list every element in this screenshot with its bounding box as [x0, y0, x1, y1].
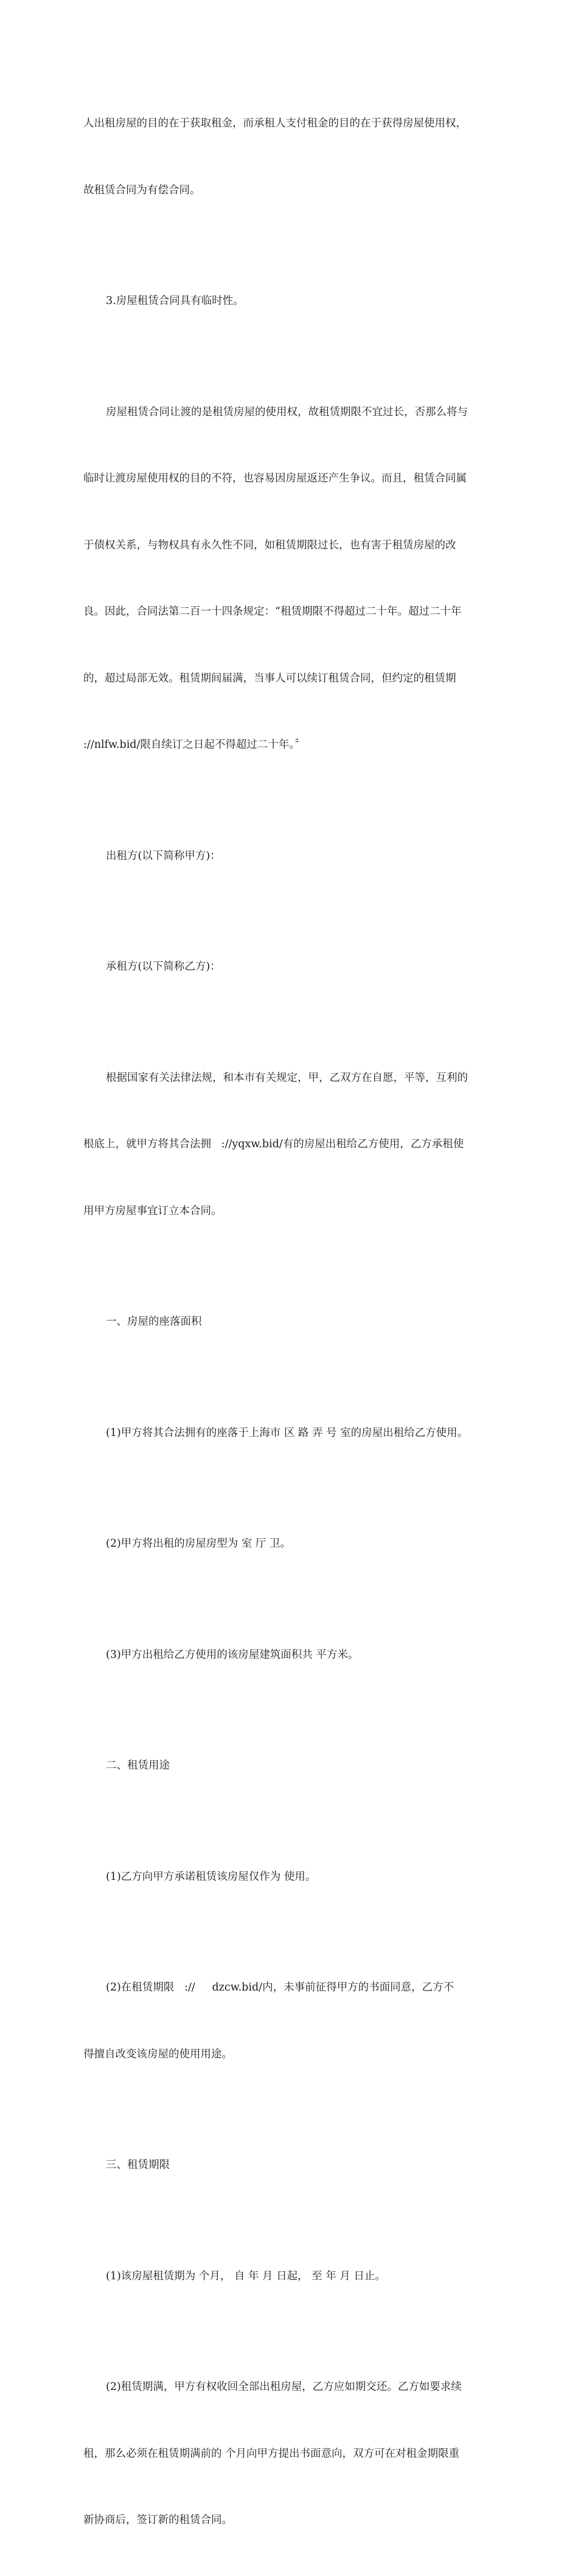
text-line: 故租赁合同为有偿合同。 — [83, 184, 201, 196]
paragraph — [83, 246, 495, 357]
section-heading: 三、租赁期限 — [106, 2159, 170, 2171]
text-line: 承租方(以下简称乙方)： — [106, 961, 221, 973]
text-line: (2)在租赁期限 :// dzcw.bid/内，未事前征得甲方的书面同意，乙方不 — [106, 1981, 454, 1994]
text-line: 新协商后，签订新的租赁合同。 — [83, 2514, 232, 2526]
paragraph — [83, 911, 495, 1023]
section-heading: 一、房屋的座落面积 — [106, 1316, 202, 1328]
paragraph — [83, 1822, 495, 1933]
text-line: 人出租房屋的目的在于获取租金，而承租人支付租金的目的在于获得房屋使用权， — [83, 117, 467, 129]
paragraph — [83, 1710, 495, 1822]
text-line: (1)甲方将其合法拥有的座落于上海市 区 路 弄 号 室的房屋出租给乙方使用。 — [106, 1426, 468, 1439]
paragraph — [83, 1932, 495, 2110]
text-line: 临时让渡房屋使用权的目的不符，也容易因房屋返还产生争议。而且，租赁合同属 — [83, 472, 467, 485]
text-line: 房屋租赁合同让渡的是租赁房屋的使用权，故租赁期限不宜过长，否那么将与 — [106, 406, 468, 418]
paragraph — [83, 1266, 495, 1378]
text-line: 根据国家有关法律法规，和本市有关规定，甲，乙双方在自愿，平等，互利的 — [106, 1071, 468, 1084]
text-line: (2)甲方将出租的房屋房型为 室 厅 卫。 — [106, 1538, 291, 1550]
text-line: (1)该房屋租赁期为 个月， 自 年 月 日起， 至 年 月 日止。 — [106, 2270, 386, 2282]
text-line: 的，超过局部无效。租赁期间届满，当事人可以续订租赁合同，但约定的租赁期 — [83, 672, 456, 685]
text-line: 用甲方房屋事宜订立本合同。 — [83, 1204, 222, 1217]
text-line: 良。因此，合同法第二百一十四条规定：“租赁期限不得超过二十年。超过二十年 — [83, 606, 462, 618]
paragraph — [83, 1378, 495, 1489]
text-line: (1)乙方向甲方承诺租赁该房屋仅作为 使用。 — [106, 1870, 316, 1883]
paragraph — [83, 1600, 495, 1711]
text-line: (2)租赁期满，甲方有权收回全部出租房屋，乙方应如期交还。乙方如要求续 — [106, 2381, 462, 2393]
text-line: 根底上，就甲方将其合法拥 ://yqxw.bid/有的房屋出租给乙方使用，乙方承租使 — [83, 1138, 464, 1150]
paragraph — [83, 357, 495, 801]
document-body — [83, 68, 495, 2576]
text-line: 得擅自改变该房屋的使用用途。 — [83, 2048, 232, 2060]
paragraph — [83, 2110, 495, 2221]
section-heading: 二、租赁用途 — [106, 1759, 170, 1772]
paragraph — [83, 801, 495, 912]
text-line: 于债权关系，与物权具有永久性不同，如租赁期限过长，也有害于租赁房屋的改 — [83, 539, 456, 551]
text-line: 3.房屋租赁合同具有临时性。 — [106, 295, 244, 307]
paragraph — [83, 1488, 495, 1600]
paragraph — [83, 2221, 495, 2332]
paragraph — [83, 2332, 495, 2576]
text-line: 租，那么必须在租赁期满前的 个月向甲方提出书面意向，双方可在对租金期限重 — [83, 2447, 460, 2460]
text-line: ://nlfw.bid/限自续订之日起不得超过二十年。〞 — [83, 739, 305, 751]
paragraph — [83, 68, 495, 246]
text-line: (3)甲方出租给乙方使用的该房屋建筑面积共 平方米。 — [106, 1648, 359, 1661]
paragraph — [83, 1023, 495, 1267]
text-line: 出租方(以下简称甲方)： — [106, 849, 221, 862]
